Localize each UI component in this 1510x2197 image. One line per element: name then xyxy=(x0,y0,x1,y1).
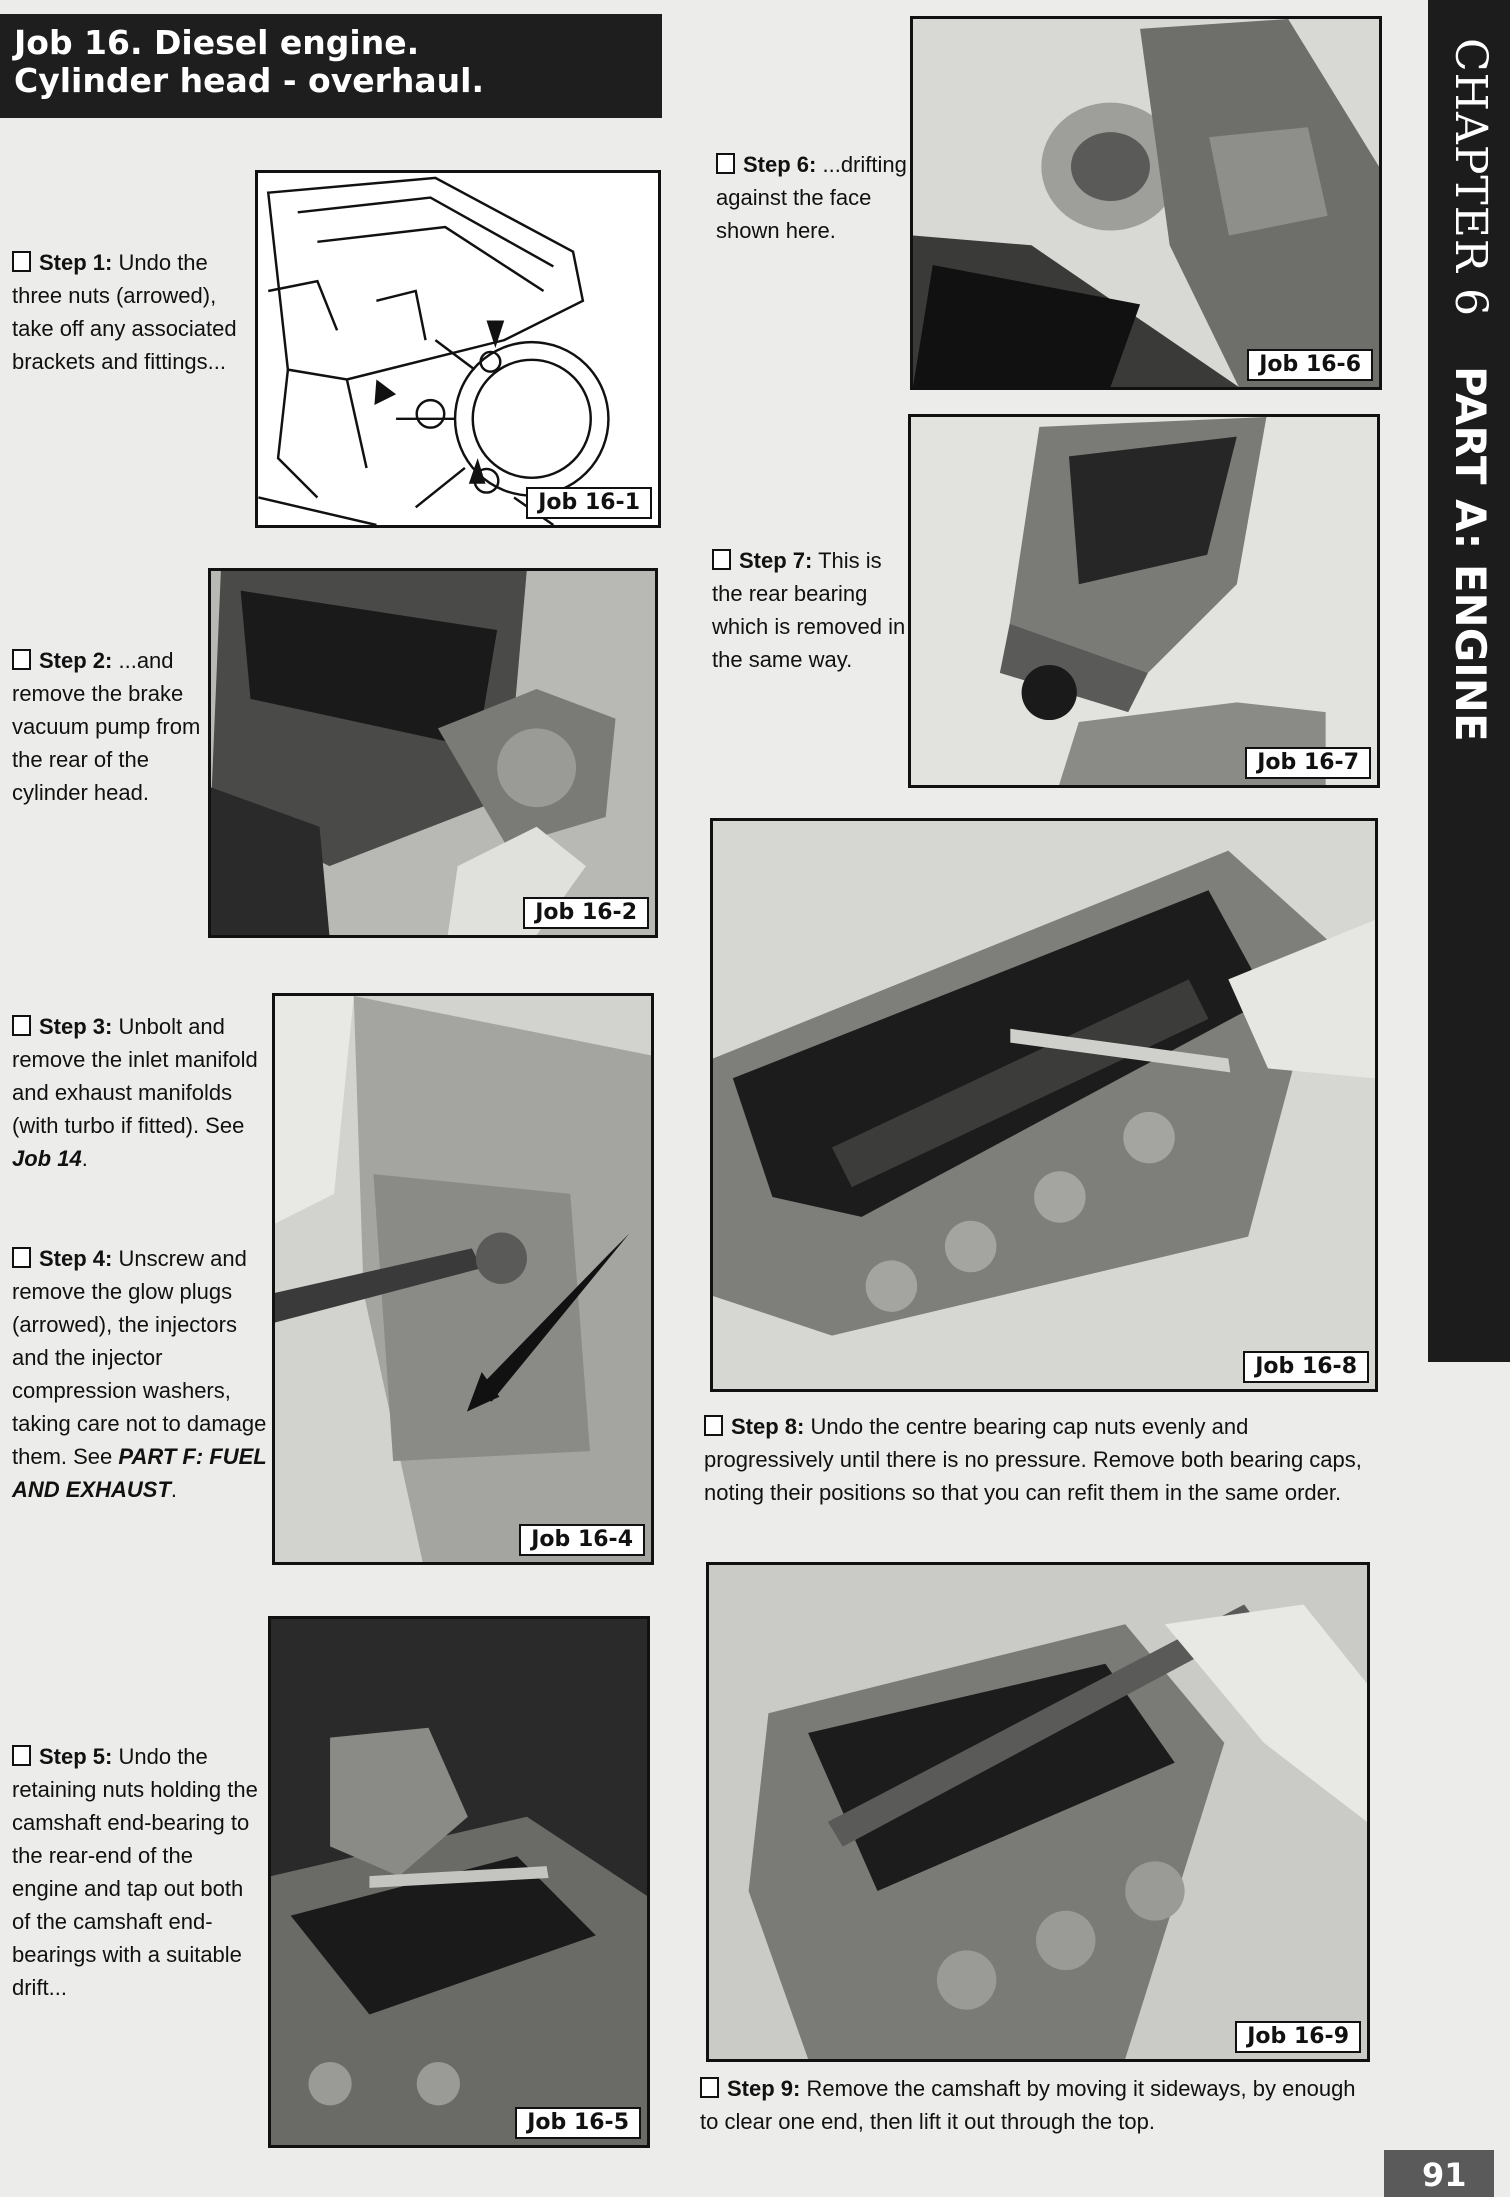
figure-caption: Job 16-5 xyxy=(515,2107,641,2139)
figure-caption: Job 16-1 xyxy=(526,487,652,519)
checkbox-icon xyxy=(12,1745,31,1766)
job-title-line1: Job 16. Diesel engine. xyxy=(14,23,420,62)
job-title-line2: Cylinder head - overhaul. xyxy=(14,61,484,100)
page-number: 91 xyxy=(1384,2150,1494,2197)
step-9: Step 9: Remove the camshaft by moving it sideways, by enough to clear one end, then lift it out through the top. xyxy=(700,2076,1356,2134)
step-3-text: Unbolt and remove the inlet manifold and exhaust manifolds (with turbo if fitted). See xyxy=(12,1014,258,1138)
checkbox-icon xyxy=(12,1247,31,1268)
figure-caption: Job 16-7 xyxy=(1245,747,1371,779)
step-8-text: Undo the centre bearing cap nuts evenly and progressively until there is no pressure. Remove both bearing caps, noting their positions so that you can refit them in the same order. xyxy=(704,1414,1362,1505)
step-7: Step 7: This is the rear bearing which is removed in the same way. xyxy=(712,548,906,672)
photo-camshaft-removal xyxy=(709,1565,1367,2059)
job-title xyxy=(0,14,662,118)
photo-cylinder-head-pump xyxy=(211,571,655,935)
figure-caption: Job 16-8 xyxy=(1243,1351,1369,1383)
figure-job-16-6 xyxy=(910,16,1382,390)
figure-job-16-5 xyxy=(268,1616,650,2148)
checkbox-icon xyxy=(704,1415,723,1436)
part-label: PART A: ENGINE xyxy=(1446,366,1495,742)
step-1: Step 1: Undo the three nuts (arrowed), take off any associated brackets and fittings... xyxy=(12,250,237,374)
step-2: Step 2: ...and remove the brake vacuum pump from the rear of the cylinder head. xyxy=(12,648,201,805)
figure-caption: Job 16-4 xyxy=(519,1524,645,1556)
figure-job-16-9 xyxy=(706,1562,1370,2062)
step-6: Step 6: ...drifting against the face shown here. xyxy=(716,152,907,243)
figure-caption: Job 16-9 xyxy=(1235,2021,1361,2053)
step-2-text: ...and remove the brake vacuum pump from the rear of the cylinder head. xyxy=(12,648,201,805)
checkbox-icon xyxy=(712,549,731,570)
figure-job-16-1 xyxy=(255,170,661,528)
step-3: Step 3: Unbolt and remove the inlet manifold and exhaust manifolds (with turbo if fitted). See Job 14. xyxy=(12,1014,258,1171)
figure-caption: Job 16-6 xyxy=(1247,349,1373,381)
photo-rear-bearing xyxy=(911,417,1377,785)
vacuum-pump-line-drawing xyxy=(258,173,658,525)
checkbox-icon xyxy=(12,1015,31,1036)
step-1-text: Undo the three nuts (arrowed), take off any associated brackets and fittings... xyxy=(12,250,237,374)
step-8: Step 8: Undo the centre bearing cap nuts evenly and progressively until there is no pressure. Remove both bearing caps, noting their positions so that you can refit them in the same order. xyxy=(704,1414,1362,1505)
chapter-side-label xyxy=(1445,38,1496,742)
checkbox-icon xyxy=(12,251,31,272)
photo-bearing-cap-nuts xyxy=(713,821,1375,1389)
step-9-text: Remove the camshaft by moving it sideways, by enough to clear one end, then lift it out through the top. xyxy=(700,2076,1356,2134)
step-4: Step 4: Unscrew and remove the glow plugs (arrowed), the injectors and the injector compression washers, taking care not to damage them. See PART F: FUEL AND EXHAUST. xyxy=(12,1246,267,1502)
photo-drifting-bearing xyxy=(913,19,1379,387)
step-4-text: Unscrew and remove the glow plugs (arrowed), the injectors and the injector compression washers, taking care not to damage them. See xyxy=(12,1246,267,1469)
job-reference: Job 14 xyxy=(12,1146,82,1171)
checkbox-icon xyxy=(716,153,735,174)
figure-job-16-4 xyxy=(272,993,654,1565)
figure-caption: Job 16-2 xyxy=(523,897,649,929)
step-7-text: This is the rear bearing which is removed in the same way. xyxy=(712,548,906,672)
step-5: Step 5: Undo the retaining nuts holding the camshaft end-bearing to the rear-end of the engine and tap out both of the camshaft end-bearings with a suitable drift... xyxy=(12,1744,258,2000)
step-6-text: ...drifting against the face shown here. xyxy=(716,152,907,243)
chapter-label: CHAPTER 6 xyxy=(1445,38,1496,317)
photo-camshaft-end-bearing xyxy=(271,1619,647,2145)
figure-job-16-2 xyxy=(208,568,658,938)
step-5-text: Undo the retaining nuts holding the camshaft end-bearing to the rear-end of the engine and tap out both of the camshaft end-bearings with a suitable drift... xyxy=(12,1744,258,2000)
checkbox-icon xyxy=(12,649,31,670)
checkbox-icon xyxy=(700,2077,719,2098)
part-reference: PART F: FUEL AND EXHAUST xyxy=(12,1444,267,1502)
figure-job-16-8 xyxy=(710,818,1378,1392)
figure-job-16-7 xyxy=(908,414,1380,788)
photo-glow-plugs xyxy=(275,996,651,1562)
